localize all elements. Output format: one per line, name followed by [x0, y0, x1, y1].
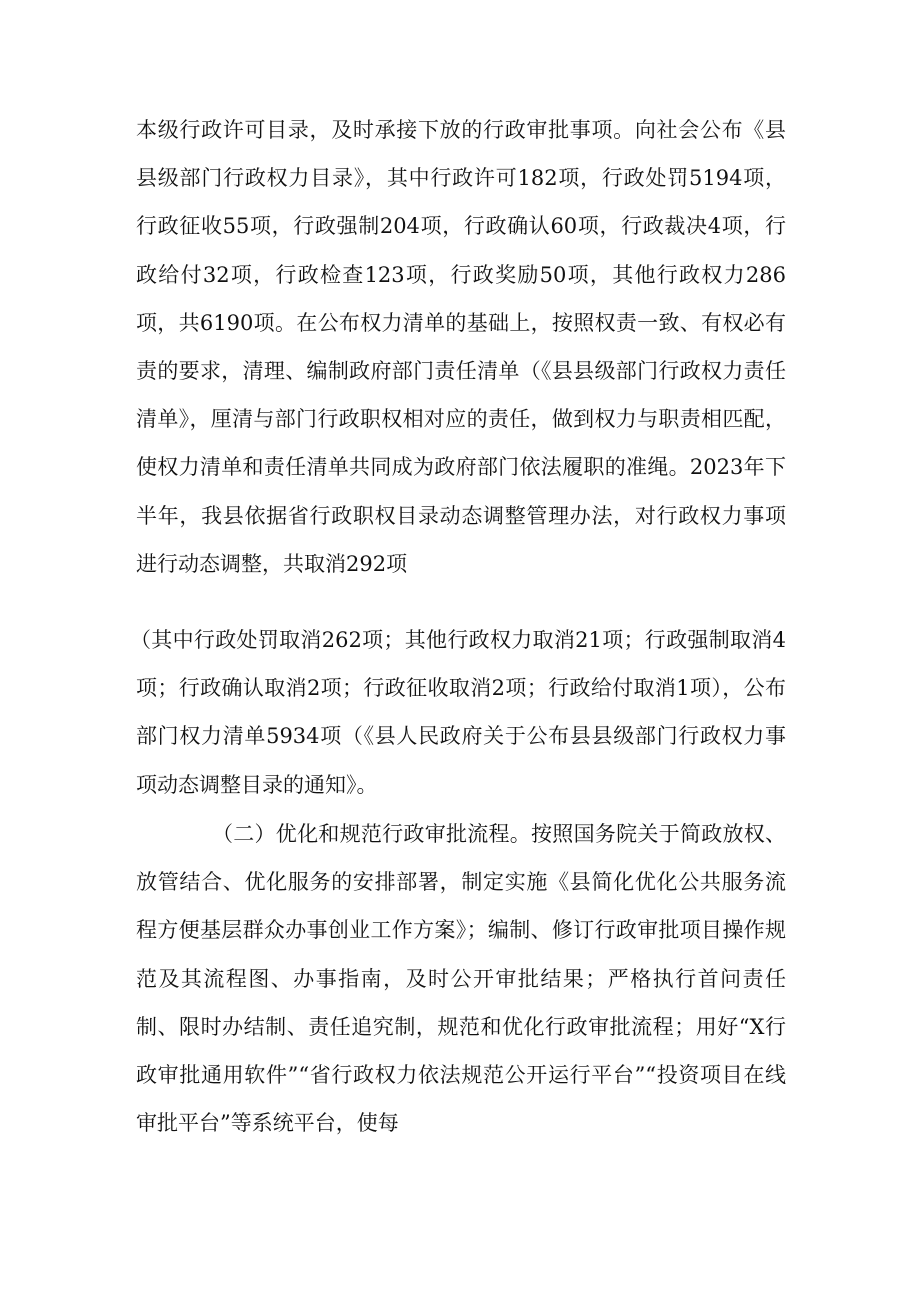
paragraph-administrative-power-list: 本级行政许可目录，及时承接下放的行政审批事项。向社会公布《县县级部门行政权力目录》，其中行政许可182项，行政处罚5194项，行政征收55项，行政强制204项，行政确认60项，行政裁决4项，行政给付32项，行政检查123项，行政奖励50项，其他行政权力286项，共6190项。在公布权力清单的基础上，按照权责一致、有权必有责的要求，清理、编制政府部门责任清单（《县县级部门行政权力责任清单》，厘清与部门行政职权相对应的责任，做到权力与职责相匹配，使权力清单和责任清单共同成为政府部门依法履职的准绳。2023年下半年，我县依据省行政职权目录动态调整管理办法，对行政权力事项进行动态调整，共取消292项 — [136, 118, 786, 576]
paragraph-cancelled-items-detail: （其中行政处罚取消262项；其他行政权力取消21项；行政强制取消4项；行政确认取消2项；行政征收取消2项；行政给付取消1项），公布部门权力清单5934项（《县人民政府关于公布县县级部门行政权力事项动态调整目录的通知》。 — [130, 628, 786, 797]
paragraph-approval-process-optimization: （二）优化和规范行政审批流程。按照国务院关于简政放权、放管结合、优化服务的安排部署，制定实施《县简化优化公共服务流程方便基层群众办事创业工作方案》；编制、修订行政审批项目操作规范及其流程图、办事指南，及时公开审批结果；严格执行首问责任制、限时办结制、责任追究制，规范和优化行政审批流程；用好“X行政审批通用软件”“省行政权力依法规范公开运行平台”“投资项目在线审批平台”等系统平台，使每 — [136, 822, 786, 1136]
